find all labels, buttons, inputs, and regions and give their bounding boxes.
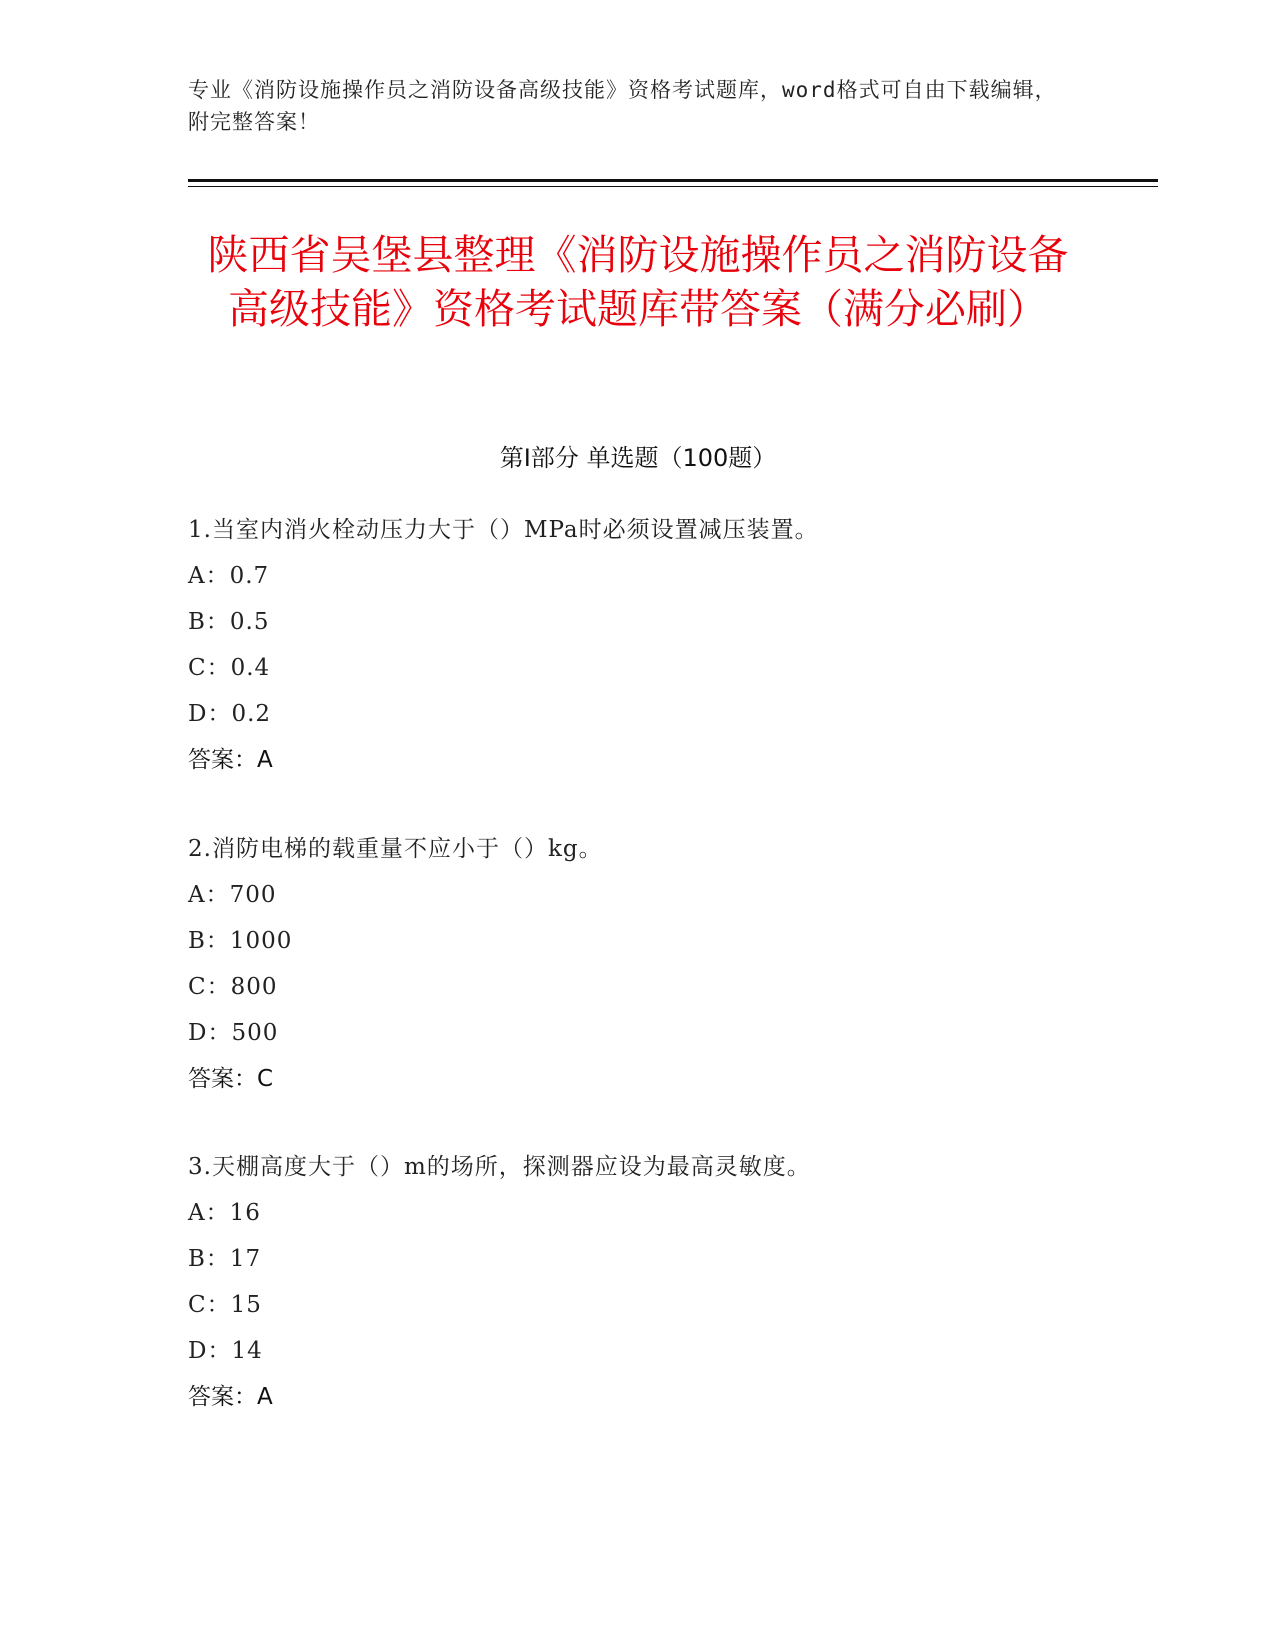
option-c: C：0.4: [188, 655, 271, 681]
option-a: A：700: [188, 882, 277, 908]
question-stem: 2.消防电梯的载重量不应小于（）kg。: [188, 836, 603, 862]
question-3: [188, 1144, 1088, 1420]
option-b: B：0.5: [188, 609, 270, 635]
question-1: [188, 507, 1088, 783]
answer: 答案：C: [188, 1066, 274, 1092]
answer: 答案：A: [188, 1384, 273, 1410]
document-title: 陕西省吴堡县整理《消防设施操作员之消防设备高级技能》资格考试题库带答案（满分必刷）: [207, 231, 1069, 333]
option-d: D：500: [188, 1020, 279, 1046]
header-divider-thin: [188, 186, 1158, 187]
question-stem: 3.天棚高度大于（）m的场所，探测器应设为最高灵敏度。: [188, 1154, 811, 1180]
option-b: B：17: [188, 1246, 262, 1272]
option-c: C：800: [188, 974, 278, 1000]
header-note: 专业《消防设施操作员之消防设备高级技能》资格考试题库，word格式可自由下载编辑，附完整答案！: [188, 78, 1057, 134]
header-divider-thick: [188, 179, 1158, 182]
option-d: D：0.2: [188, 701, 272, 727]
question-2: [188, 826, 1088, 1102]
question-stem: 1.当室内消火栓动压力大于（）MPa时必须设置减压装置。: [188, 517, 819, 543]
answer: 答案：A: [188, 747, 273, 773]
section-title: 第Ⅰ部分 单选题（100题）: [499, 444, 777, 472]
option-b: B：1000: [188, 928, 293, 954]
option-a: A：0.7: [188, 563, 270, 589]
option-d: D：14: [188, 1338, 263, 1364]
option-a: A：16: [188, 1200, 261, 1226]
option-c: C：15: [188, 1292, 262, 1318]
